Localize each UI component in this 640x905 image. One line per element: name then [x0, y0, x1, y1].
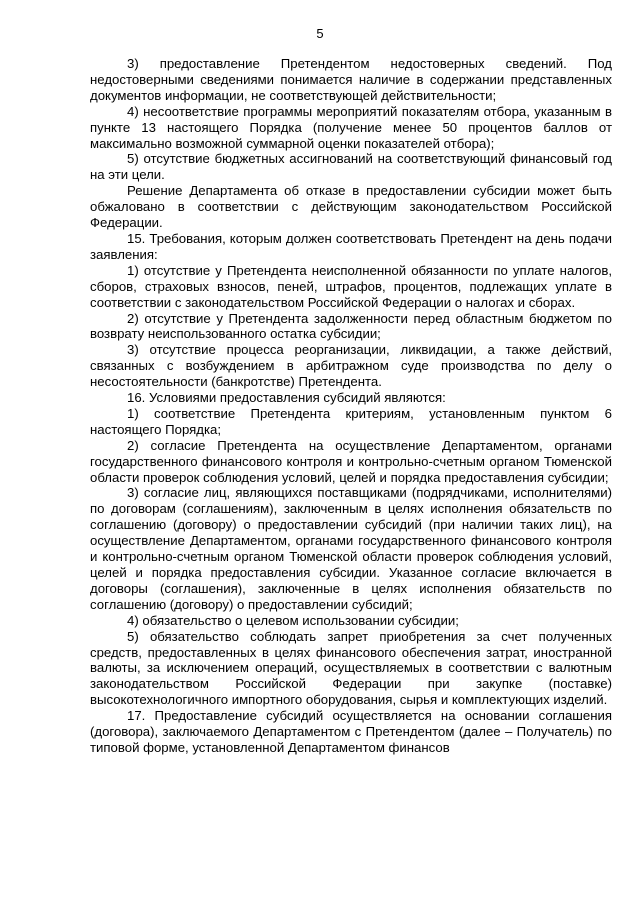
paragraph-condition-5: 5) обязательство соблюдать запрет приобретения за счет полученных средств, предоставленных в целях финансового обеспечения затрат, иностранной валюты, за исключением операций, осуществляемых в соответствии с валютным законодательством Российской Федерации при закупке (поставке) высокотехнологичного импортного оборудования, сырья и комплектующих изделий. — [90, 628, 612, 708]
paragraph-section-17: 17. Предоставление субсидий осуществляется на основании соглашения (договора), заключаемого Департаментом с Претендентом (далее – Получатель) по типовой форме, установленной Департаментом финансов — [90, 708, 612, 755]
paragraph-condition-2: 2) согласие Претендента на осуществление Департаментом, органами государственного финансового контроля и контрольно-счетным органом Тюменской области проверок соблюдения условий, целей и порядка предоставления субсидии; — [90, 437, 612, 485]
paragraph-section-16: 16. Условиями предоставления субсидий являются: — [127, 390, 446, 406]
document-body — [90, 56, 612, 756]
paragraph-refusal-reason-4: 4) несоответствие программы мероприятий показателям отбора, указанным в пункте 13 настоящего Порядка (получение менее 50 процентов баллов от максимально возможной суммарной оценки показателей отбора); — [90, 103, 612, 151]
paragraph-condition-1: 1) соответствие Претендента критериям, установленным пунктом 6 настоящего Порядка; — [90, 405, 612, 437]
paragraph-section-15: 15. Требования, которым должен соответствовать Претендент на день подачи заявления: — [90, 230, 612, 262]
paragraph-requirement-1: 1) отсутствие у Претендента неисполненной обязанности по уплате налогов, сборов, страховых взносов, пеней, штрафов, процентов, подлежащих уплате в соответствии с законодательством Российской Федерации о налогах и сборах. — [90, 262, 612, 310]
paragraph-refusal-reason-3: 3) предоставление Претендентом недостоверных сведений. Под недостоверными сведениями понимается наличие в содержании представленных документов информации, не соответствующей действительности; — [90, 56, 612, 103]
paragraph-requirement-3: 3) отсутствие процесса реорганизации, ликвидации, а также действий, связанных с возбуждением в арбитражном суде производства по делу о несостоятельности (банкротстве) Претендента. — [90, 342, 612, 390]
paragraph-condition-4: 4) обязательство о целевом использовании субсидии; — [127, 612, 459, 628]
paragraph-refusal-reason-5: 5) отсутствие бюджетных ассигнований на соответствующий финансовый год на эти цели. — [90, 151, 612, 183]
page-number: 5 — [316, 26, 324, 41]
paragraph-requirement-2: 2) отсутствие у Претендента задолженности перед областным бюджетом по возврату неиспользованного остатка субсидии; — [90, 310, 612, 342]
paragraph-appeal: Решение Департамента об отказе в предоставлении субсидии может быть обжаловано в соответствии с действующим законодательством Российской Федерации. — [90, 183, 612, 231]
paragraph-condition-3: 3) согласие лиц, являющихся поставщиками (подрядчиками, исполнителями) по договорам (соглашениям), заключенным в целях исполнения обязательств по соглашению (договору) о предоставлении субсидий (при наличии таких лиц), на осуществление Департаментом, органами государственного финансового контроля и контрольно-счетным органом Тюменской области проверок соблюдения условий, целей и порядка предоставления субсидии. Указанное согласие включается в договоры (соглашения), заключенные в целях исполнения обязательств по соглашению (договору) о предоставлении субсидий; — [90, 485, 612, 612]
